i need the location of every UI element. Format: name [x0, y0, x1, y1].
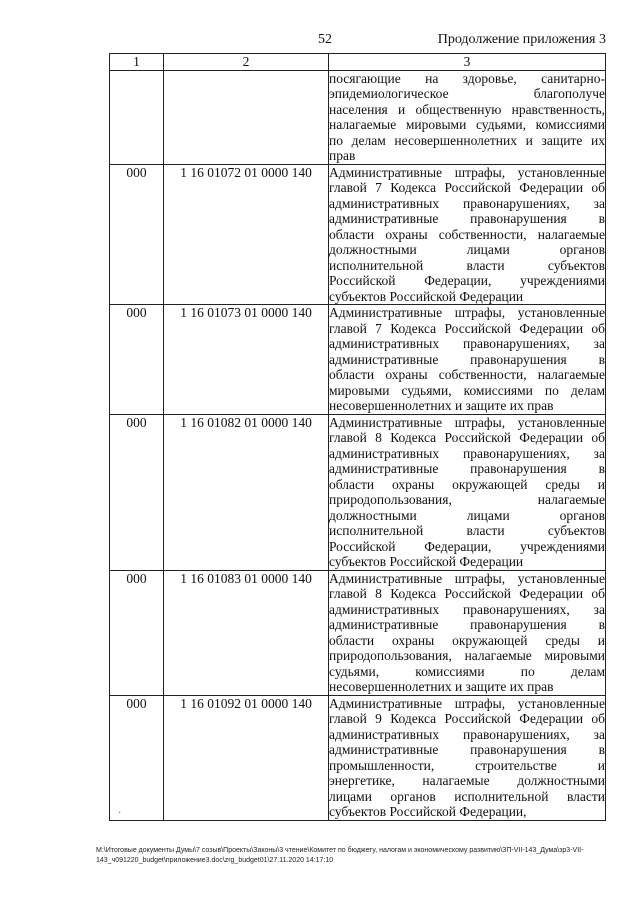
- description-line: промышленности, строительстве и: [329, 757, 605, 773]
- budget-classification-code-cell: 1 16 01073 01 0000 140: [164, 305, 329, 415]
- income-description-cell: [329, 305, 606, 415]
- margin-mark: ·: [118, 808, 122, 819]
- admin-code-cell: 000: [110, 305, 164, 415]
- table-row: [110, 164, 606, 305]
- description-line: несовершеннолетних и защите их прав: [329, 679, 554, 694]
- description-line: главой 8 Кодекса Российской Федерации об: [329, 586, 605, 601]
- table-body: [110, 70, 606, 820]
- column-header-2: 2: [164, 54, 329, 71]
- description-line: административных правонарушениях, за: [329, 336, 605, 351]
- description-line: населения и общественную нравственность,: [329, 101, 605, 117]
- description-line: энергетике, налагаемые должностными: [329, 773, 605, 788]
- description-line: Российской Федерации, учреждениями: [329, 273, 605, 288]
- description-line: прав: [329, 148, 356, 163]
- description-line: природопользования, налагаемые мировыми: [329, 648, 605, 663]
- description-line: административные правонарушения в: [329, 351, 605, 367]
- description-line: исполнительной власти субъектов: [329, 523, 605, 538]
- table-row: [110, 305, 606, 415]
- budget-classification-code-cell: [164, 70, 329, 164]
- admin-code-cell: 000: [110, 570, 164, 695]
- description-line: административных правонарушениях, за: [329, 195, 605, 211]
- description-line: должностными лицами органов: [329, 507, 605, 523]
- admin-code-cell: 000: [110, 695, 164, 820]
- table-row: [110, 570, 606, 695]
- column-header-1: 1: [110, 54, 164, 71]
- description-line: области охраны окружающей среды и: [329, 632, 605, 648]
- description-line: субъектов Российской Федерации,: [329, 804, 527, 819]
- description-line: административные правонарушения в: [329, 461, 605, 476]
- description-line: административные правонарушения в: [329, 617, 605, 632]
- description-line: лицами органов исполнительной власти: [329, 788, 605, 804]
- admin-code-cell: [110, 70, 164, 164]
- page-number: 52: [318, 32, 332, 47]
- table-row: [110, 695, 606, 820]
- income-description-cell: [329, 695, 606, 820]
- column-header-3: 3: [329, 54, 606, 71]
- income-description-cell: [329, 70, 606, 164]
- description-line: субъектов Российской Федерации: [329, 288, 524, 304]
- description-line: административных правонарушениях, за: [329, 445, 605, 461]
- description-line: области охраны собственности, налагаемые: [329, 226, 605, 242]
- description-line: Российской Федерации, учреждениями: [329, 538, 605, 554]
- table-header-row: [110, 54, 606, 71]
- description-line: налагаемые мировыми судьями, комиссиями: [329, 117, 605, 132]
- description-line: административных правонарушениях, за: [329, 726, 605, 742]
- table-row: [110, 70, 606, 164]
- description-line: области охраны собственности, налагаемые: [329, 367, 605, 382]
- description-line: по делам несовершеннолетних и защите их: [329, 132, 605, 148]
- description-line: главой 8 Кодекса Российской Федерации об: [329, 430, 605, 445]
- description-line: судьями, комиссиями по делам: [329, 663, 605, 679]
- description-line: Административные штрафы, установленные: [329, 414, 605, 430]
- income-description-cell: [329, 164, 606, 305]
- description-line: посягающие на здоровье, санитарно-: [329, 70, 605, 86]
- description-line: главой 7 Кодекса Российской Федерации об: [329, 320, 605, 336]
- footer-file-path: M:\Итоговые документы Думы\7 созыв\Проекты\Законы\3 чтение\Комитет по бюджету, налогам и экономическому развитию\ЗП-VII-143_Дума\зр3-VII-143_ч091220_budget\приложение3.doc\zrg_budget01\27.11.2020 14:17:10: [96, 847, 584, 864]
- description-line: исполнительной власти субъектов: [329, 257, 605, 273]
- admin-code-cell: 000: [110, 164, 164, 305]
- description-line: субъектов Российской Федерации: [329, 554, 524, 569]
- description-line: Административные штрафы, установленные: [329, 695, 605, 711]
- budget-classification-code-cell: 1 16 01082 01 0000 140: [164, 414, 329, 570]
- description-line: Административные штрафы, установленные: [329, 164, 605, 180]
- description-line: должностными лицами органов: [329, 242, 605, 257]
- budget-classification-code-cell: 1 16 01092 01 0000 140: [164, 695, 329, 820]
- continuation-label: Продолжение приложения 3: [437, 32, 606, 47]
- description-line: Административные штрафы, установленные: [329, 305, 605, 320]
- description-line: главой 9 Кодекса Российской Федерации об: [329, 711, 605, 726]
- description-line: мировыми судьями, комиссиями по делам: [329, 382, 605, 398]
- budget-classification-code-cell: 1 16 01072 01 0000 140: [164, 164, 329, 305]
- budget-classification-code-cell: 1 16 01083 01 0000 140: [164, 570, 329, 695]
- description-line: несовершеннолетних и защите их прав: [329, 398, 554, 413]
- description-line: области охраны окружающей среды и: [329, 476, 605, 492]
- description-line: административные правонарушения в: [329, 211, 605, 226]
- description-line: Административные штрафы, установленные: [329, 570, 605, 586]
- admin-code-cell: 000: [110, 414, 164, 570]
- description-line: главой 7 Кодекса Российской Федерации об: [329, 180, 605, 195]
- income-description-cell: [329, 570, 606, 695]
- description-line: эпидемиологическое благополуче: [329, 86, 605, 101]
- description-line: административных правонарушениях, за: [329, 601, 605, 617]
- description-line: природопользования, налагаемые: [329, 492, 605, 507]
- description-line: административные правонарушения в: [329, 742, 605, 757]
- table-row: [110, 414, 606, 570]
- budget-codes-table: [109, 53, 606, 821]
- income-description-cell: [329, 414, 606, 570]
